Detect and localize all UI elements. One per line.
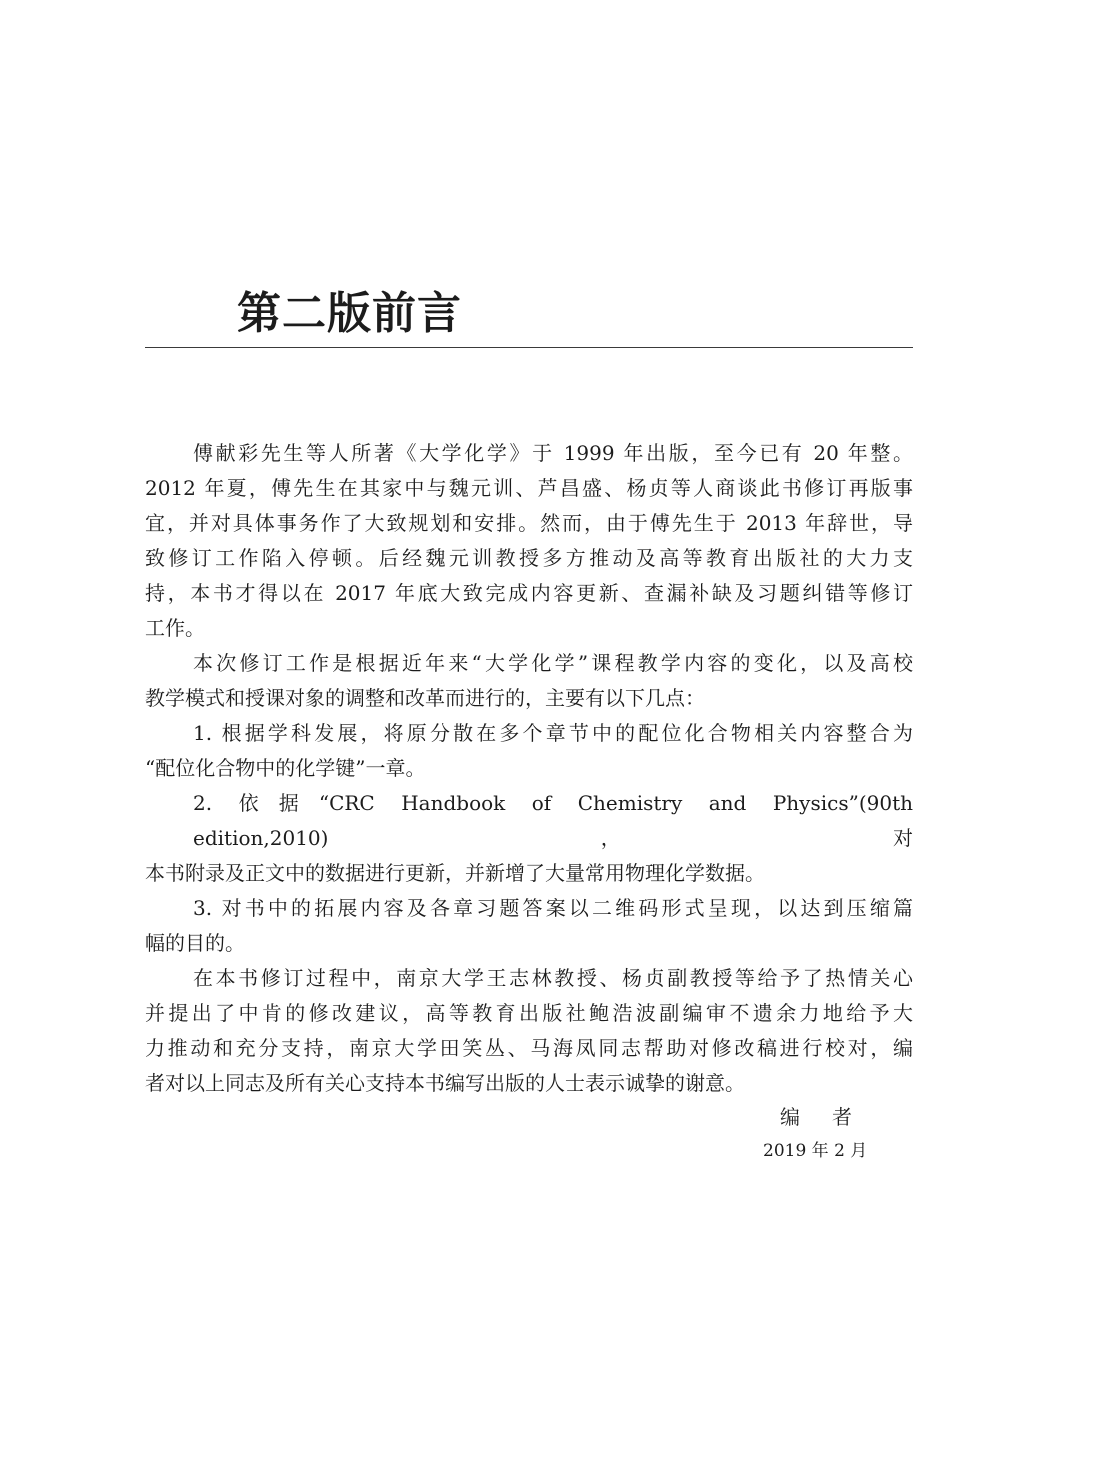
text-line: 并提出了中肯的修改建议，高等教育出版社鲍浩波副编审不遗余力地给予大 xyxy=(145,1001,913,1025)
text-line: 宜，并对具体事务作了大致规划和安排。然而，由于傅先生于 2013 年辞世，导 xyxy=(145,511,913,535)
paragraph-revision-basis xyxy=(145,646,913,716)
paragraph-point-2 xyxy=(145,786,913,891)
text-line: 傅献彩先生等人所著《大学化学》于 1999 年出版，至今已有 20 年整。 xyxy=(193,441,913,465)
text-line: 3. 对书中的拓展内容及各章习题答案以二维码形式呈现，以达到压缩篇 xyxy=(193,896,913,920)
page-title: 第二版前言 xyxy=(237,288,462,339)
text-line: 2012 年夏，傅先生在其家中与魏元训、芦昌盛、杨贞等人商谈此书修订再版事 xyxy=(145,476,913,500)
text-line: 本次修订工作是根据近年来“大学化学”课程教学内容的变化，以及高校 xyxy=(193,651,913,675)
text-line: 工作。 xyxy=(145,616,205,640)
text-line: 在本书修订过程中，南京大学王志林教授、杨贞副教授等给予了热情关心 xyxy=(193,966,913,990)
text-line: 幅的目的。 xyxy=(145,931,245,955)
text-line: 致修订工作陷入停顿。后经魏元训教授多方推动及高等教育出版社的大力支 xyxy=(145,546,913,570)
text-line: 者对以上同志及所有关心支持本书编写出版的人士表示诚挚的谢意。 xyxy=(145,1071,745,1095)
paragraph-acknowledgements xyxy=(145,961,913,1101)
text-line: 2. 依据“CRC Handbook of Chemistry and Physics”(90th edition,2010)，对 xyxy=(193,791,913,850)
text-line: “配位化合物中的化学键”一章。 xyxy=(145,756,426,780)
signature-author: 编 者 xyxy=(780,1105,858,1129)
paragraph-history xyxy=(145,436,913,646)
text-line: 持，本书才得以在 2017 年底大致完成内容更新、查漏补缺及习题纠错等修订 xyxy=(145,581,913,605)
paragraph-point-1 xyxy=(145,716,913,786)
title-divider xyxy=(145,347,913,348)
paragraph-point-3 xyxy=(145,891,913,961)
text-line: 本书附录及正文中的数据进行更新，并新增了大量常用物理化学数据。 xyxy=(145,861,765,885)
preface-body xyxy=(145,436,913,1101)
text-line: 力推动和充分支持，南京大学田笑丛、马海凤同志帮助对修改稿进行校对，编 xyxy=(145,1036,913,1060)
text-line: 教学模式和授课对象的调整和改革而进行的，主要有以下几点： xyxy=(145,686,705,710)
signature-date: 2019 年 2 月 xyxy=(763,1141,868,1161)
text-line: 1. 根据学科发展，将原分散在多个章节中的配位化合物相关内容整合为 xyxy=(193,721,913,745)
